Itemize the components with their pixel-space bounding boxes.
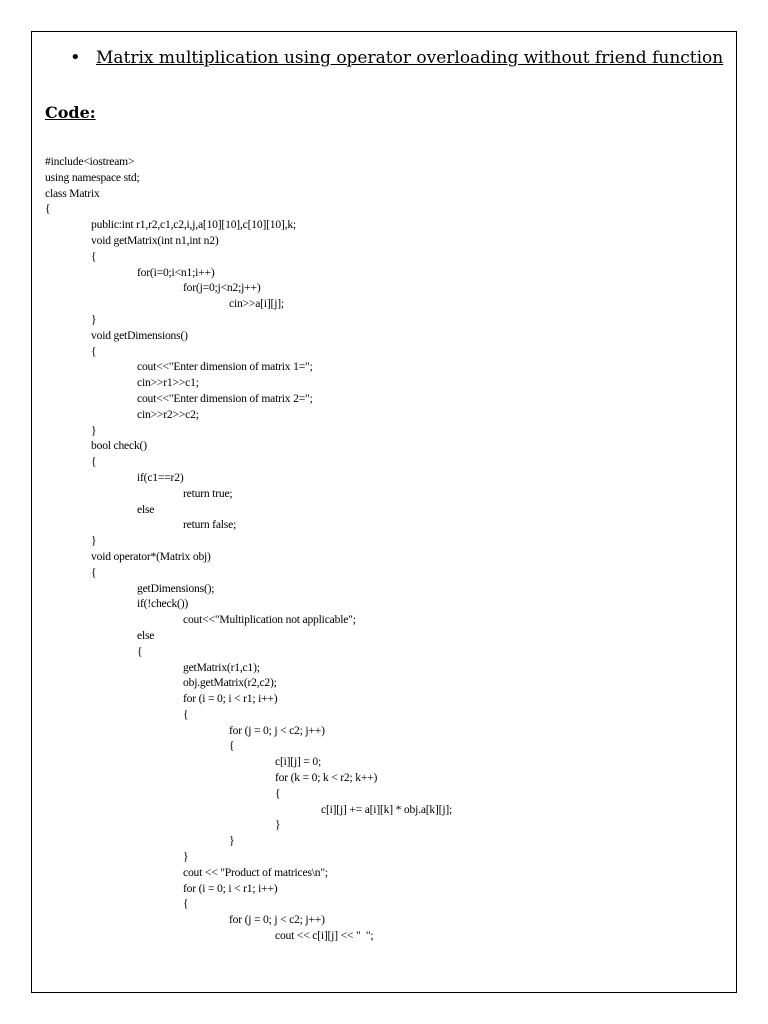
code-line: for (i = 0; i < r1; i++) — [183, 881, 278, 895]
code-line: void operator*(Matrix obj) — [91, 549, 211, 563]
code-line: } — [183, 850, 189, 864]
code-line: getMatrix(r1,c1); — [183, 660, 260, 674]
code-line: cout<<"Enter dimension of matrix 1="; — [137, 360, 313, 374]
code-line: } — [229, 834, 235, 848]
code-line: { — [229, 739, 235, 753]
code-line: cout << c[i][j] << " "; — [275, 929, 374, 943]
code-line: cin>>a[i][j]; — [229, 297, 284, 311]
bullet-icon: • — [70, 47, 81, 68]
bullet-heading — [70, 47, 724, 68]
code-line: getDimensions(); — [137, 581, 215, 595]
code-line: for(i=0;i<n1;i++) — [137, 265, 215, 279]
code-line: c[i][j] = 0; — [275, 755, 321, 769]
code-line: if(c1==r2) — [137, 470, 184, 484]
code-line: { — [91, 565, 97, 579]
heading-text: Matrix multiplication using operator overloading without friend function — [96, 48, 724, 68]
code-line: } — [91, 423, 97, 437]
code-line: class Matrix — [45, 186, 100, 200]
code-label: Code: — [45, 103, 96, 122]
code-line: { — [45, 202, 51, 216]
code-line: } — [91, 312, 97, 326]
code-block — [45, 154, 452, 944]
code-line: using namespace std; — [45, 170, 140, 184]
code-line: return true; — [183, 486, 233, 500]
code-line: { — [183, 897, 189, 911]
code-line: #include<iostream> — [45, 155, 135, 168]
code-line: c[i][j] += a[i][k] * obj.a[k][j]; — [321, 802, 453, 816]
code-line: { — [137, 644, 143, 658]
code-line: cout<<"Enter dimension of matrix 2="; — [137, 391, 313, 405]
code-line: cout<<"Multiplication not applicable"; — [183, 613, 356, 627]
code-line: { — [91, 455, 97, 469]
code-line: cout << "Product of matrices\n"; — [183, 865, 328, 879]
code-line: void getDimensions() — [91, 328, 188, 342]
code-line: } — [91, 534, 97, 548]
code-line: { — [275, 786, 281, 800]
code-line: else — [137, 628, 155, 642]
code-line: public:int r1,r2,c1,c2,i,j,a[10][10],c[10][10],k; — [91, 218, 296, 232]
code-line: for (k = 0; k < r2; k++) — [275, 771, 378, 785]
code-line: for (j = 0; j < c2; j++) — [229, 913, 325, 927]
code-line: } — [275, 818, 281, 832]
code-line: cin>>r1>>c1; — [137, 376, 199, 390]
code-line: { — [183, 707, 189, 721]
code-line: else — [137, 502, 155, 516]
code-line: void getMatrix(int n1,int n2) — [91, 233, 219, 247]
code-line: return false; — [183, 518, 237, 532]
code-line: { — [91, 344, 97, 358]
code-line: cin>>r2>>c2; — [137, 407, 199, 421]
code-line: for(j=0;j<n2;j++) — [183, 281, 261, 295]
code-line: obj.getMatrix(r2,c2); — [183, 676, 277, 690]
code-line: bool check() — [91, 439, 147, 453]
code-line: for (i = 0; i < r1; i++) — [183, 692, 278, 706]
code-line: { — [91, 249, 97, 263]
code-line: if(!check()) — [137, 597, 189, 611]
code-line: for (j = 0; j < c2; j++) — [229, 723, 325, 737]
